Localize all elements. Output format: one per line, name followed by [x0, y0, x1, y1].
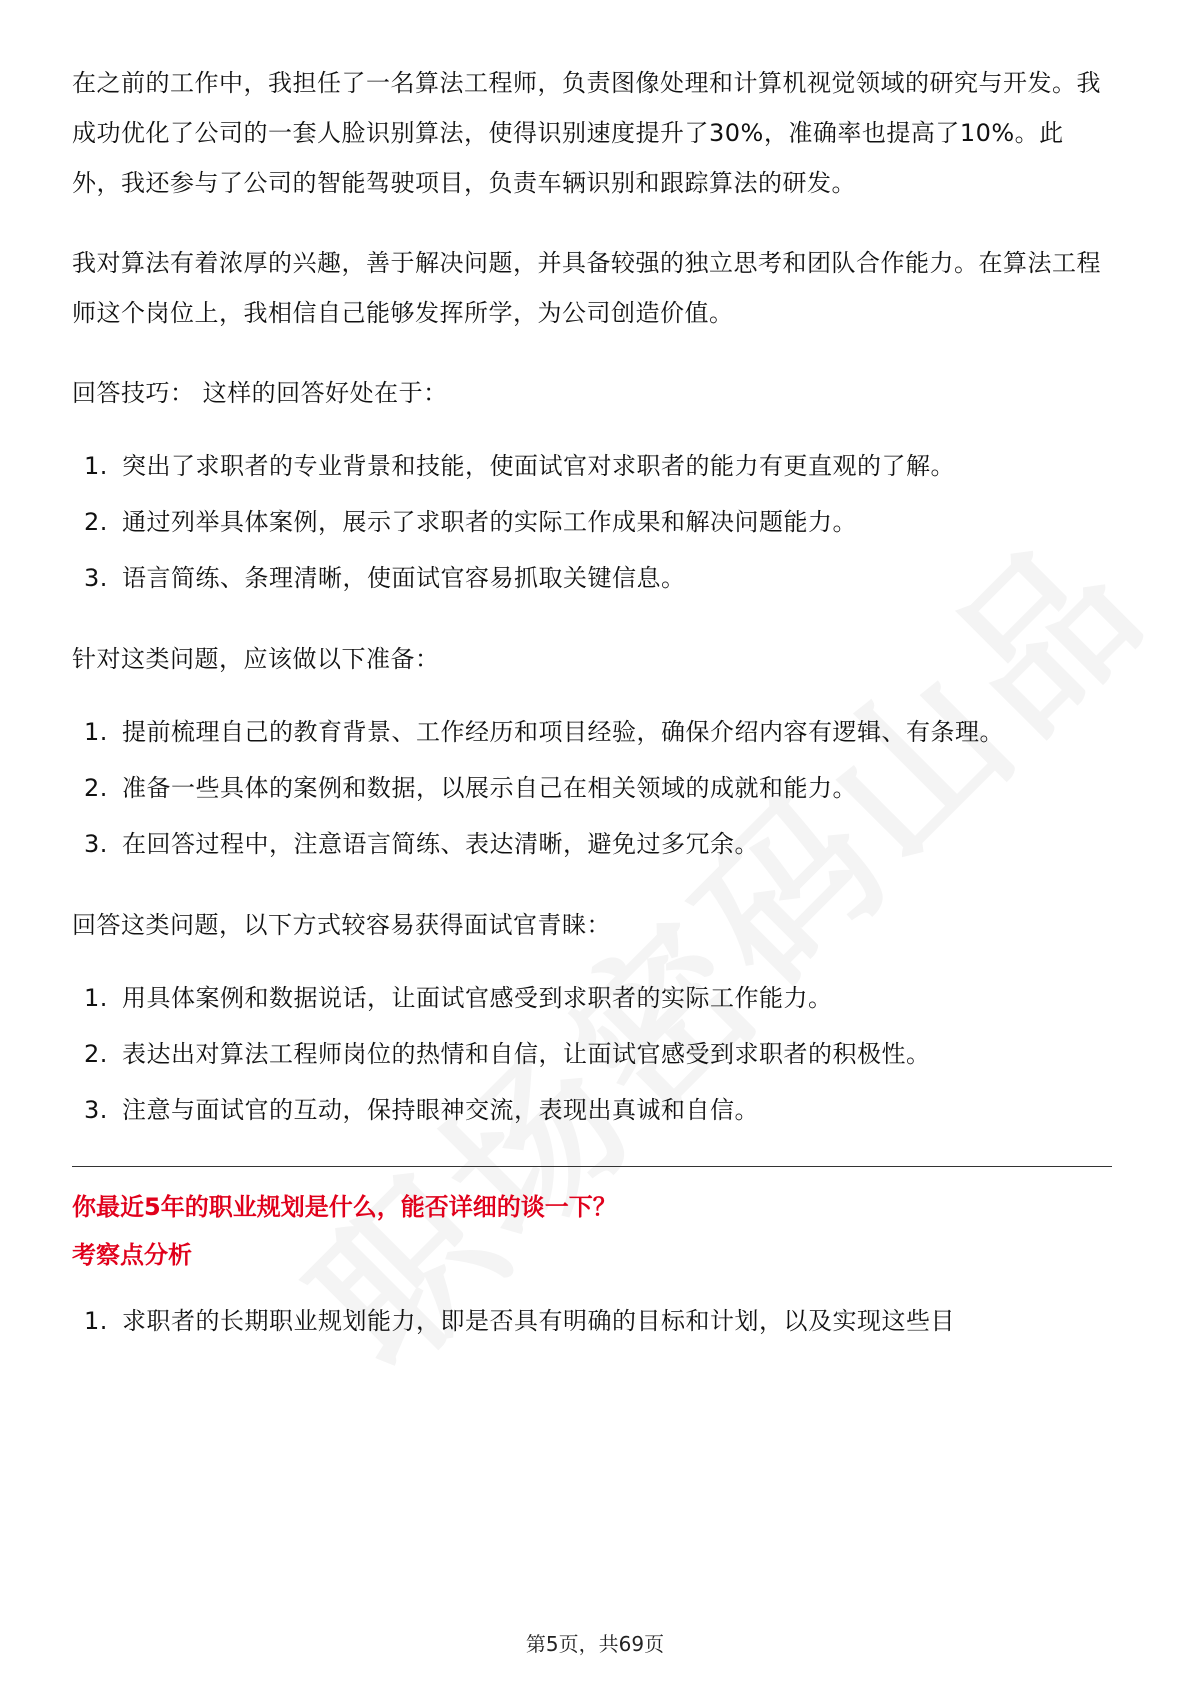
paragraph-interest: 我对算法有着浓厚的兴趣，善于解决问题，并具备较强的独立思考和团队合作能力。在算法工程师这个岗位上，我相信自己能够发挥所学，为公司创造价值。 [72, 249, 1101, 327]
divider [72, 1166, 1112, 1167]
preparation-list [72, 704, 1112, 872]
list-item: 3. 注意与面试官的互动，保持眼神交流，表现出真诚和自信。 [84, 1096, 759, 1124]
list-item: 2. 通过列举具体案例，展示了求职者的实际工作成果和解决问题能力。 [84, 508, 857, 536]
analysis-list [72, 1293, 1112, 1349]
paragraph-work-experience: 在之前的工作中，我担任了一名算法工程师，负责图像处理和计算机视觉领域的研究与开发。我成功优化了公司的一套人脸识别算法，使得识别速度提升了30%，准确率也提高了10%。此外，我还参与了公司的智能驾驶项目，负责车辆识别和跟踪算法的研发。 [72, 69, 1101, 197]
favor-list [72, 970, 1112, 1138]
list-item: 2. 表达出对算法工程师岗位的热情和自信，让面试官感受到求职者的积极性。 [84, 1040, 931, 1068]
analysis-label: 考察点分析 [72, 1241, 192, 1269]
list-item: 2. 准备一些具体的案例和数据，以展示自己在相关领域的成就和能力。 [84, 774, 857, 802]
list-item: 1. 提前梳理自己的教育背景、工作经历和项目经验，确保介绍内容有逻辑、有条理。 [84, 718, 1004, 746]
section-label-tips: 回答技巧： 这样的回答好处在于： [72, 379, 448, 407]
page-footer: 第5页，共69页 [525, 1632, 665, 1656]
question-title: 你最近5年的职业规划是什么，能否详细的谈一下？ [72, 1193, 617, 1221]
list-item: 1. 求职者的长期职业规划能力，即是否具有明确的目标和计划，以及实现这些目 [84, 1307, 955, 1335]
list-item: 3. 语言简练、条理清晰，使面试官容易抓取关键信息。 [84, 564, 686, 592]
document-page [72, 58, 1112, 1377]
list-item: 3. 在回答过程中，注意语言简练、表达清晰，避免过多冗余。 [84, 830, 759, 858]
section-label-preparation: 针对这类问题，应该做以下准备： [72, 645, 440, 673]
list-item: 1. 突出了求职者的专业背景和技能，使面试官对求职者的能力有更直观的了解。 [84, 452, 955, 480]
list-item: 1. 用具体案例和数据说话，让面试官感受到求职者的实际工作能力。 [84, 984, 833, 1012]
tips-list [72, 438, 1112, 606]
section-label-favor: 回答这类问题，以下方式较容易获得面试官青睐： [72, 911, 611, 939]
